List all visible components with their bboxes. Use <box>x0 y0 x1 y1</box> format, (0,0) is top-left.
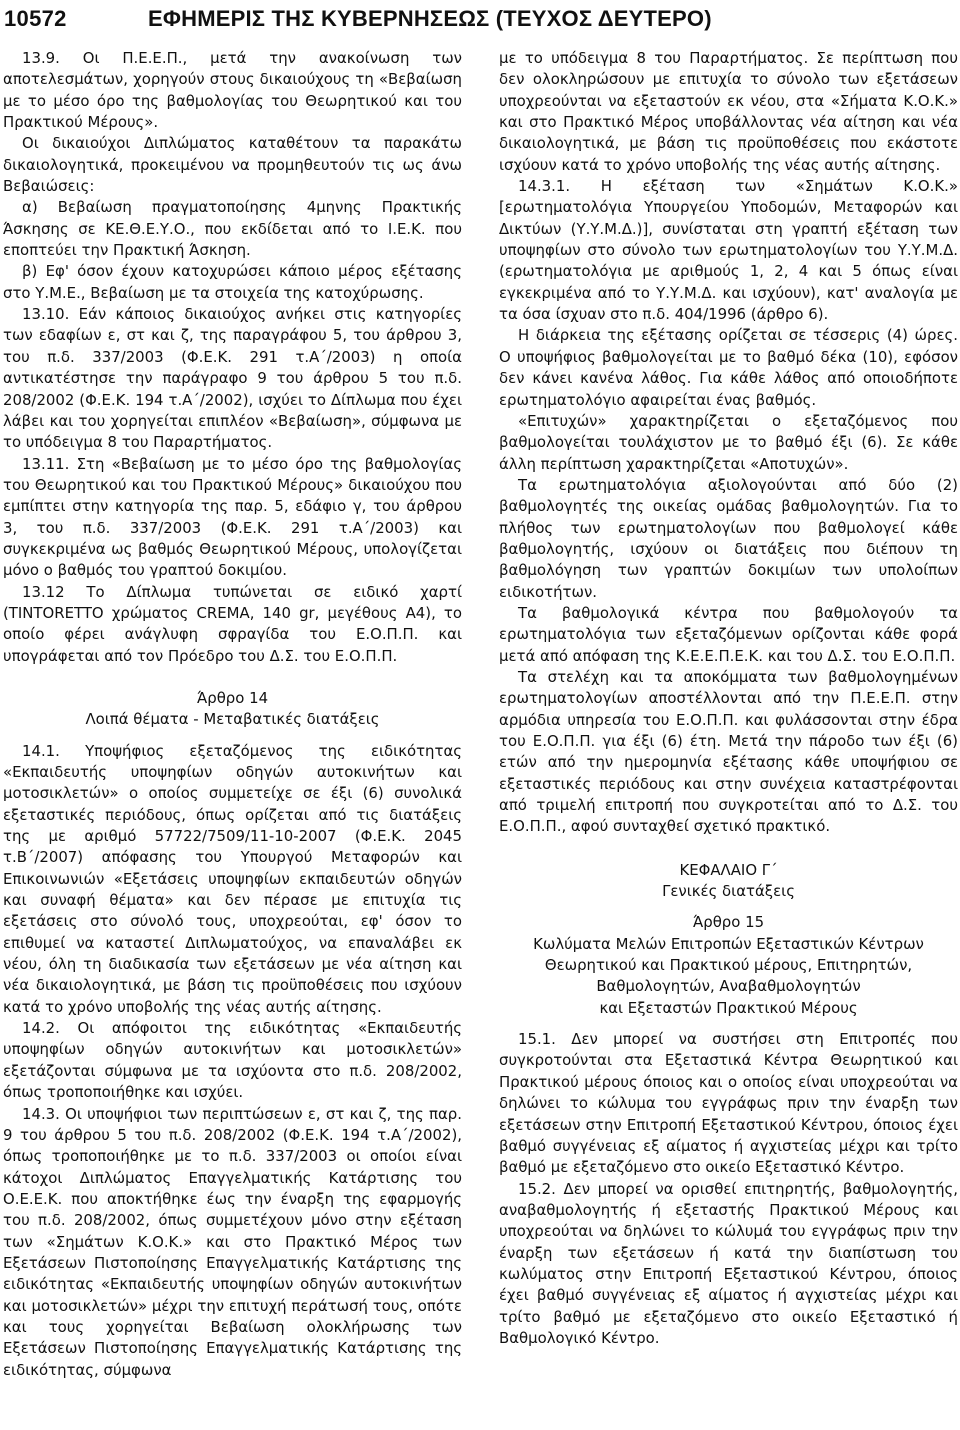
article-15-heading: Άρθρο 15 <box>692 913 765 932</box>
article-15-title-line-2: Θεωρητικού και Πρακτικού μέρους, Επιτηρητών, <box>544 956 913 975</box>
paragraph-grading-centers: Τα βαθμολογικά κέντρα που βαθμολογούν τα ερωτηματολόγια των εξεταζόμενων ορίζονται κάθε φορά μετά από απόφαση της Κ.Ε.Ε.Π.Ε.Κ. και του Δ.Σ. του Ε.Ο.Π.Π. <box>499 603 958 665</box>
article-15-title-line-3: Βαθμολογητών, Αναβαθμολογητών <box>596 977 861 996</box>
paragraph-14-3-1: 14.3.1. Η εξέταση των «Σημάτων Κ.Ο.Κ.» [ερωτηματολόγια Υπουργείου Υποδομών, Μεταφορών και Δικτύων (Υ.Υ.Μ.Δ.)], συνίσταται στη γραπτή εξέταση των υποψηφίων στο σύνολο των ερωτηματολογίων του Υ.Υ.Μ.Δ. (ερωτηματολόγια με αριθμούς 1, 2, 4 και 5 όπως είναι εγκεκριμένα από το Υ.Υ.Μ.Δ. και ισχύουν), κατ' αναλογία με τα όσα ίσχυαν στο π.δ. 404/1996 (άρθρο 6). <box>499 177 958 324</box>
page-number: 10572 <box>4 6 67 31</box>
right-column <box>499 48 958 1349</box>
paragraph-13-10: 13.10. Εάν κάποιος δικαιούχος ανήκει στις κατηγορίες των εδαφίων ε, στ και ζ, της παραγράφου 5, του άρθρου 3, του π.δ. 337/2003 (Φ.Ε.Κ. 291 τ.Α΄/2003) η οποία αντικατέστησε την παράγραφο 9 του άρθρου 5 του π.δ. 208/2002 (Φ.Ε.Κ. 194 τ.Α΄/2002), ισχύει το Δίπλωμα που έχει λάβει και του χορηγείται επιπλέον «Βεβαίωση», σύμφωνα με το υπόδειγμα 8 του Παραρτήματος. <box>3 305 462 452</box>
chapter-title: Γενικές διατάξεις <box>662 882 795 901</box>
paragraph-continuation: με το υπόδειγμα 8 του Παραρτήματος. Σε περίπτωση που δεν ολοκληρώσουν με επιτυχία το σύνολο των εξετάσεων υποχρεούνται να εξεταστούν εκ νέου, στα «Σήματα Κ.Ο.Κ.» και στο Πρακτικό Μέρος υποβάλλοντας νέα αίτηση και νέα δικαιολογητικά, με βάση τις προϋποθέσεις που εκάστοτε ισχύουν κατά το χρόνο υποβολής της νέας αυτής αίτησης. <box>499 49 958 174</box>
paragraph-14-3: 14.3. Οι υποψήφιοι των περιπτώσεων ε, στ και ζ, της παρ. 9 του άρθρου 5 του π.δ. 208/2002 (Φ.Ε.Κ. 194 τ.Α΄/2002), όπως τροποποιήθηκε με το π.δ. 337/2003 οι οποίοι είναι κάτοχοι Διπλώματος Επαγγελματικής Κατάρτισης του Ο.Ε.Ε.Κ. που αποκτήθηκε έως την έναρξη της εφαρμογής του π.δ. 208/2002, όπως συμμετέχουν μόνο στην εξέταση των «Σημάτων Κ.Ο.Κ.» και στο Πρακτικό Μέρος των Εξετάσεων Πιστοποίησης Επαγγελματικής Κατάρτισης της ειδικότητας «Εκπαιδευτής υποψηφίων οδηγών αυτοκινήτων και μοτοσικλετών» μέχρι την επιτυχή περάτωσή τους, οπότε και τους χορηγείται Βεβαίωση ολοκλήρωσης των Εξετάσεων Πιστοποίησης Επαγγελματικής Κατάρτισης της ειδικότητας, σύμφωνα <box>3 1104 462 1379</box>
paragraph-13-11: 13.11. Στη «Βεβαίωση με το μέσο όρο της βαθμολογίας του Θεωρητικού και του Πρακτικού Μέρους» δικαιούχου που εμπίπτει στην κατηγορία της παρ. 5, εδάφιο γ, του άρθρου 3, του π.δ. 337/2003 (Φ.Ε.Κ. 291 τ.Α΄/2003) και συγκεκριμένα ως βαθμός Θεωρητικού Μέρους, υπολογίζεται μόνο ο βαθμός του γραπτού δοκιμίου. <box>3 454 462 580</box>
paragraph-exam-duration: Η διάρκεια της εξέτασης ορίζεται σε τέσσερις (4) ώρες. Ο υποψήφιος βαθμολογείται με το βαθμό δέκα (10), εφόσον δεν κάνει κανένα λάθος. Για κάθε λάθος από οποιοδήποτε ερωτηματολόγιο αφαιρείται ένας βαθμός. <box>499 326 958 409</box>
paragraph-15-2: 15.2. Δεν μπορεί να ορισθεί επιτηρητής, βαθμολογητής, αναβαθμολογητής ή εξεταστής Πρακτικού Μέρους και υποχρεούται να δηλώνει το κώλυμά του εγγράφως πριν την έναρξη των εξετάσεων ή κατά την διαπίστωση του κωλύματος στην Επιτροπή Εξεταστικού Κέντρου, όποιος έχει βαθμό συγγένειας εξ αίματος ή αγχιστείας μέχρι και τρίτο βαθμό με εξεταζόμενο στο οικείο Εξεταστικό ή Βαθμολογικό Κέντρο. <box>499 1179 958 1347</box>
paragraph-documents-intro: Οι δικαιούχοι Διπλώματος καταθέτουν τα παρακάτω δικαιολογητικά, προκειμένου να προμηθευτούν τις ως άνω Βεβαιώσεις: <box>3 134 462 196</box>
paragraph-13-9: 13.9. Οι Π.Ε.Ε.Π., μετά την ανακοίνωση των αποτελεσμάτων, χορηγούν στους δικαιούχους τη «Βεβαίωση με το μέσο όρο της βαθμολογίας του Θεωρητικού και του Πρακτικού Μέρους». <box>3 49 462 132</box>
paragraph-graders: Τα ερωτηματολόγια αξιολογούνται από δύο (2) βαθμολογητές της οικείας ομάδας βαθμολογητών. Για το πλήθος των ερωτηματολογίων που βαθμολογεί κάθε βαθμολογητής, ισχύουν οι διατάξεις που διέπουν τη βαθμολόγηση των γραπτών δοκιμίων των υπολοίπων ειδικοτήτων. <box>499 475 958 601</box>
paragraph-item-a: α) Βεβαίωση πραγματοποίησης 4μηνης Πρακτικής Άσκησης σε ΚΕ.Θ.Ε.Υ.Ο., που εκδίδεται από το Ι.Ε.Κ. που εποπτεύει την Πρακτική Άσκηση. <box>3 198 462 260</box>
paragraph-item-b: β) Εφ' όσον έχουν κατοχυρώσει κάποιο μέρος εξέτασης στο Υ.Μ.Ε., Βεβαίωση με τα στοιχεία της κατοχύρωσης. <box>3 262 462 302</box>
article-15-title-line-1: Κωλύματα Μελών Επιτροπών Εξεταστικών Κέντρων <box>533 934 924 953</box>
paragraph-pass-criteria: «Επιτυχών» χαρακτηρίζεται ο εξεταζόμενος που βαθμολογείται τουλάχιστον με το βαθμό έξι (6). Σε κάθε άλλη περίπτωση χαρακτηρίζεται «Αποτυχών». <box>499 411 958 473</box>
chapter-heading: ΚΕΦΑΛΑΙΟ Γ΄ <box>679 860 778 879</box>
page-header <box>0 6 960 38</box>
paragraph-storage: Τα στελέχη και τα αποκόμματα των βαθμολογημένων ερωτηματολογίων αποστέλλονται από την Π.Ε.Ε.Π. στην αρμόδια υπηρεσία του Ε.Ο.Π.Π. και φυλάσσονται στην έδρα του Ε.Ο.Π.Π. για έξι (6) έτη. Μετά την πάροδο των έξι (6) ετών από την ημερομηνία εξέτασης κάθε υποψήφιου σε εξεταστικές περιόδους και στην συνέχεια καταστρέφονται από τριμελή επιτροπή που συγκροτείται από το Δ.Σ. του Ε.Ο.Π.Π., αφού συνταχθεί σχετικό πρακτικό. <box>499 667 958 836</box>
paragraph-14-2: 14.2. Οι απόφοιτοι της ειδικότητας «Εκπαιδευτής υποψηφίων οδηγών αυτοκινήτων και μοτοσικλετών» εξετάζονται σύμφωνα με τα ισχύοντα στο π.δ. 208/2002, όπως τροποποιήθηκε και ισχύει. <box>3 1019 462 1102</box>
left-column <box>3 48 462 1381</box>
article-15-title-line-4: και Εξεταστών Πρακτικού Μέρους <box>599 998 858 1017</box>
gazette-title: ΕΦΗΜΕΡΙΣ ΤΗΣ ΚΥΒΕΡΝΗΣΕΩΣ (ΤΕΥΧΟΣ ΔΕΥΤΕΡΟ) <box>148 6 712 31</box>
article-14-heading: Άρθρο 14 <box>196 688 269 707</box>
paragraph-14-1: 14.1. Υποψήφιος εξεταζόμενος της ειδικότητας «Εκπαιδευτής υποψηφίων οδηγών αυτοκινήτων και μοτοσικλετών» ο οποίος συμμετείχε σε έξι (6) συνολικά εξεταστικές περιόδους, όπως ορίζεται από τις διατάξεις της με αριθμό 57722/7509/11-10-2007 (Φ.Ε.Κ. 2045 τ.Β΄/2007) απόφασης του Υπουργού Μεταφορών και Επικοινωνιών «Εξετάσεις υποψηφίων εκπαιδευτών οδηγών και συναφή θέματα» και δεν πέρασε με επιτυχία τις εξετάσεις στο σύνολό τους, υποχρεούται, εφ' όσον το επιθυμεί να καταστεί Διπλωματούχος, να επαναλάβει εκ νέου, όλη τη διαδικασία των εξετάσεων με νέα αίτηση και νέα δικαιολογητικά, με βάση τις προϋποθέσεις που ισχύουν κατά το χρόνο υποβολής της νέας αυτής αίτησης. <box>3 741 462 1016</box>
article-14-title: Λοιπά θέματα - Μεταβατικές διατάξεις <box>85 710 380 729</box>
paragraph-15-1: 15.1. Δεν μπορεί να συστήσει στη Επιτροπές που συγκροτούνται στα Εξεταστικά Κέντρα Θεωρητικού και Πρακτικού μέρους όποιος και ο οποίος είναι υποχρεούται να δηλώνει το κώλυμα του εγγράφως πριν την έναρξη των εξετάσεων στην Επιτροπή Εξεταστικού Κέντρου, όποιος έχει βαθμό συγγένειας εξ αίματος ή αγχιστείας μέχρι και τρίτο βαθμό με εξεταζόμενο στο οικείο Εξεταστικό Κέντρο. <box>499 1030 958 1177</box>
paragraph-13-12: 13.12 Το Δίπλωμα τυπώνεται σε ειδικό χαρτί (TINTORETTO χρώματος CREMA, 140 gr, μεγέθους Α4), το οποίο φέρει ανάγλυφη σφραγίδα του Ε.Ο.Π.Π. και υπογράφεται από τον Πρόεδρο του Δ.Σ. του Ε.Ο.Π.Π. <box>3 582 462 665</box>
